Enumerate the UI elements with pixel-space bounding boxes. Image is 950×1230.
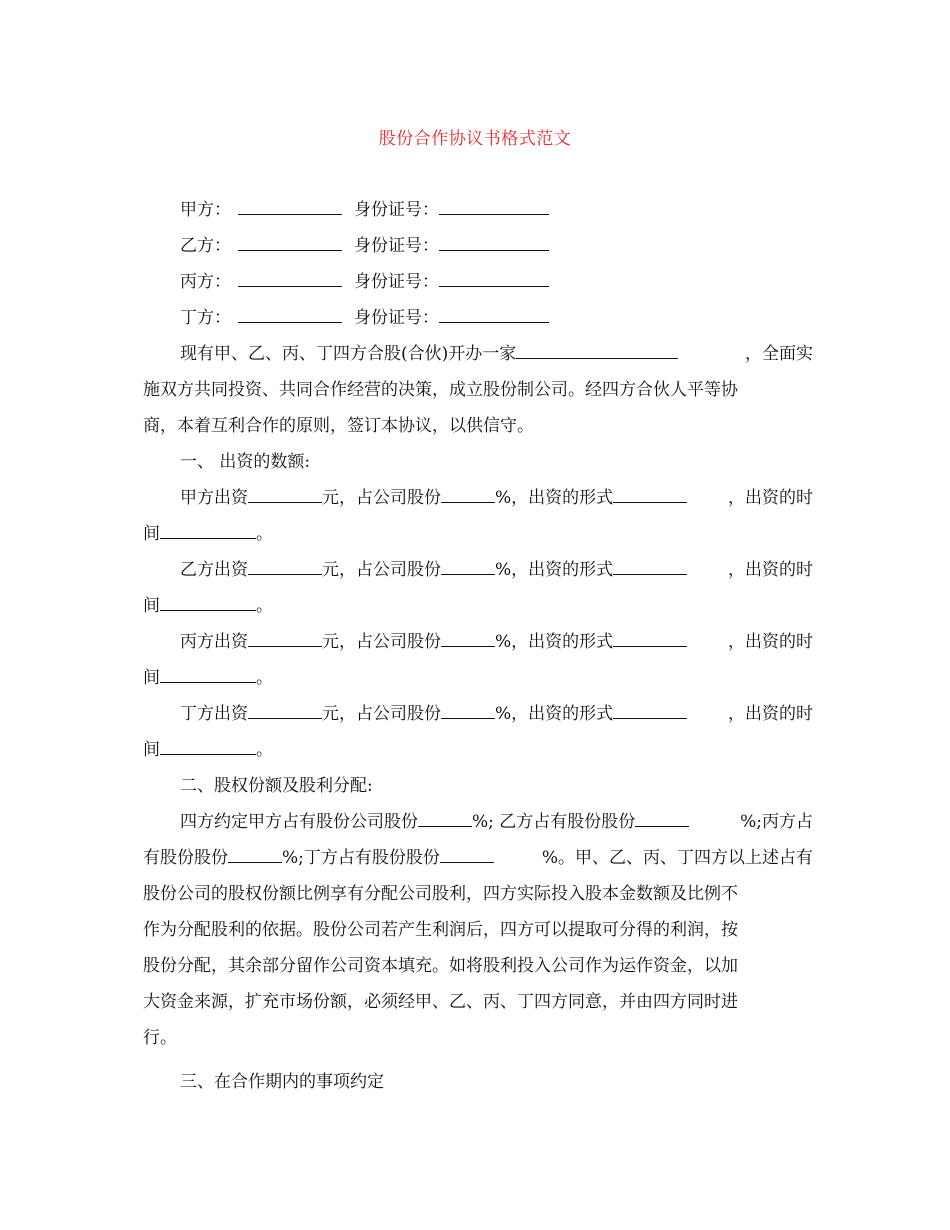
percent-blank xyxy=(635,812,689,827)
contribution-time-jia xyxy=(143,524,813,544)
party-row-jia xyxy=(180,200,813,220)
intro-line-3: 商，本着互利合作的原则，签订本协议，以供信守。 xyxy=(143,416,534,436)
section-2-line-4: 作为分配股利的依据。股份公司若产生利润后，四方可以提取可分得的利润，按 xyxy=(143,920,738,940)
contribution-row-yi xyxy=(180,560,813,580)
section-3-heading: 三、在合作期内的事项约定 xyxy=(180,1072,384,1092)
row-text: %，出资的形式 xyxy=(495,560,614,580)
row-text: ，出资的时 xyxy=(728,704,813,724)
row-text: 间 xyxy=(143,668,160,688)
contribution-row-bing xyxy=(180,632,813,652)
para-text: 有股份股份 xyxy=(143,848,228,868)
id-label: 身份证号： xyxy=(354,272,439,292)
row-text: 元，占公司股份 xyxy=(322,560,441,580)
row-text: ，出资的时 xyxy=(728,632,813,652)
row-text: ，出资的时 xyxy=(728,488,813,508)
row-text: 元，占公司股份 xyxy=(322,704,441,724)
party-label: 丙方： xyxy=(180,272,231,292)
row-text: 甲方出资 xyxy=(180,488,248,508)
intro-line-1 xyxy=(180,344,813,364)
percent-blank xyxy=(440,848,494,863)
amount-blank xyxy=(248,632,322,647)
row-text: 元，占公司股份 xyxy=(322,632,441,652)
section-2-line-6: 大资金来源，扩充市场份额，必须经甲、乙、丙、丁四方同意，并由四方同时进 xyxy=(143,992,738,1012)
percent-blank xyxy=(418,812,472,827)
form-blank xyxy=(613,488,687,503)
contribution-row-ding xyxy=(180,704,813,724)
percent-blank xyxy=(441,560,495,575)
form-blank xyxy=(613,560,687,575)
row-text: 丙方出资 xyxy=(180,632,248,652)
row-text: %，出资的形式 xyxy=(495,704,614,724)
para-text: %;丙方占 xyxy=(740,812,813,832)
row-text: 间 xyxy=(143,524,160,544)
row-text: 。 xyxy=(256,740,273,760)
id-blank xyxy=(439,308,549,323)
para-text: 四方约定甲方占有股份公司股份 xyxy=(180,812,418,832)
form-blank xyxy=(613,632,687,647)
company-blank xyxy=(516,344,678,359)
name-blank xyxy=(238,200,342,215)
intro-text: ，全面实 xyxy=(745,344,813,364)
time-blank xyxy=(160,668,256,683)
percent-blank xyxy=(228,848,282,863)
id-blank xyxy=(439,236,549,251)
id-blank xyxy=(439,272,549,287)
contribution-time-bing xyxy=(143,668,813,688)
name-blank xyxy=(238,272,342,287)
party-label: 乙方： xyxy=(180,236,231,256)
percent-blank xyxy=(441,488,495,503)
row-text: 间 xyxy=(143,740,160,760)
name-blank xyxy=(238,236,342,251)
time-blank xyxy=(160,596,256,611)
para-text: %; 乙方占有股份股份 xyxy=(472,812,636,832)
row-text: 。 xyxy=(256,524,273,544)
row-text: 乙方出资 xyxy=(180,560,248,580)
section-2-heading: 二、股权份额及股利分配: xyxy=(180,776,373,796)
row-text: 元，占公司股份 xyxy=(322,488,441,508)
id-label: 身份证号： xyxy=(354,236,439,256)
amount-blank xyxy=(248,704,322,719)
row-text: ，出资的时 xyxy=(728,560,813,580)
id-blank xyxy=(439,200,549,215)
row-text: %，出资的形式 xyxy=(495,632,614,652)
section-2-line-2 xyxy=(143,848,813,868)
amount-blank xyxy=(248,488,322,503)
name-blank xyxy=(238,308,342,323)
row-text: 丁方出资 xyxy=(180,704,248,724)
section-2-line-1 xyxy=(180,812,813,832)
percent-blank xyxy=(441,704,495,719)
row-text: 。 xyxy=(256,668,273,688)
party-label: 丁方： xyxy=(180,308,231,328)
contribution-time-ding xyxy=(143,740,813,760)
row-text: 。 xyxy=(256,596,273,616)
id-label: 身份证号： xyxy=(354,308,439,328)
contribution-row-jia xyxy=(180,488,813,508)
party-label: 甲方： xyxy=(180,200,231,220)
para-text: %;丁方占有股份股份 xyxy=(282,848,440,868)
percent-blank xyxy=(441,632,495,647)
intro-line-2: 施双方共同投资、共同合作经营的决策，成立股份制公司。经四方合伙人平等协 xyxy=(143,380,738,400)
amount-blank xyxy=(248,560,322,575)
section-2-line-7: 行。 xyxy=(143,1028,177,1048)
contribution-time-yi xyxy=(143,596,813,616)
party-row-bing xyxy=(180,272,813,292)
para-text: %。甲、乙、丙、丁四方以上述占有 xyxy=(541,848,813,868)
section-2-line-3: 股份公司的股权份额比例享有分配公司股利，四方实际投入股本金数额及比例不 xyxy=(143,884,738,904)
party-row-ding xyxy=(180,308,813,328)
form-blank xyxy=(613,704,687,719)
party-row-yi xyxy=(180,236,813,256)
intro-text: 现有甲、乙、丙、丁四方合股(合伙)开办一家 xyxy=(180,344,517,364)
section-1-heading: 一、 出资的数额: xyxy=(180,452,311,472)
document-title: 股份合作协议书格式范文 xyxy=(378,129,572,149)
row-text: 间 xyxy=(143,596,160,616)
row-text: %，出资的形式 xyxy=(495,488,614,508)
time-blank xyxy=(160,740,256,755)
section-2-line-5: 股份分配，其余部分留作公司资本填充。如将股利投入公司作为运作资金，以加 xyxy=(143,956,738,976)
id-label: 身份证号： xyxy=(354,200,439,220)
time-blank xyxy=(160,524,256,539)
